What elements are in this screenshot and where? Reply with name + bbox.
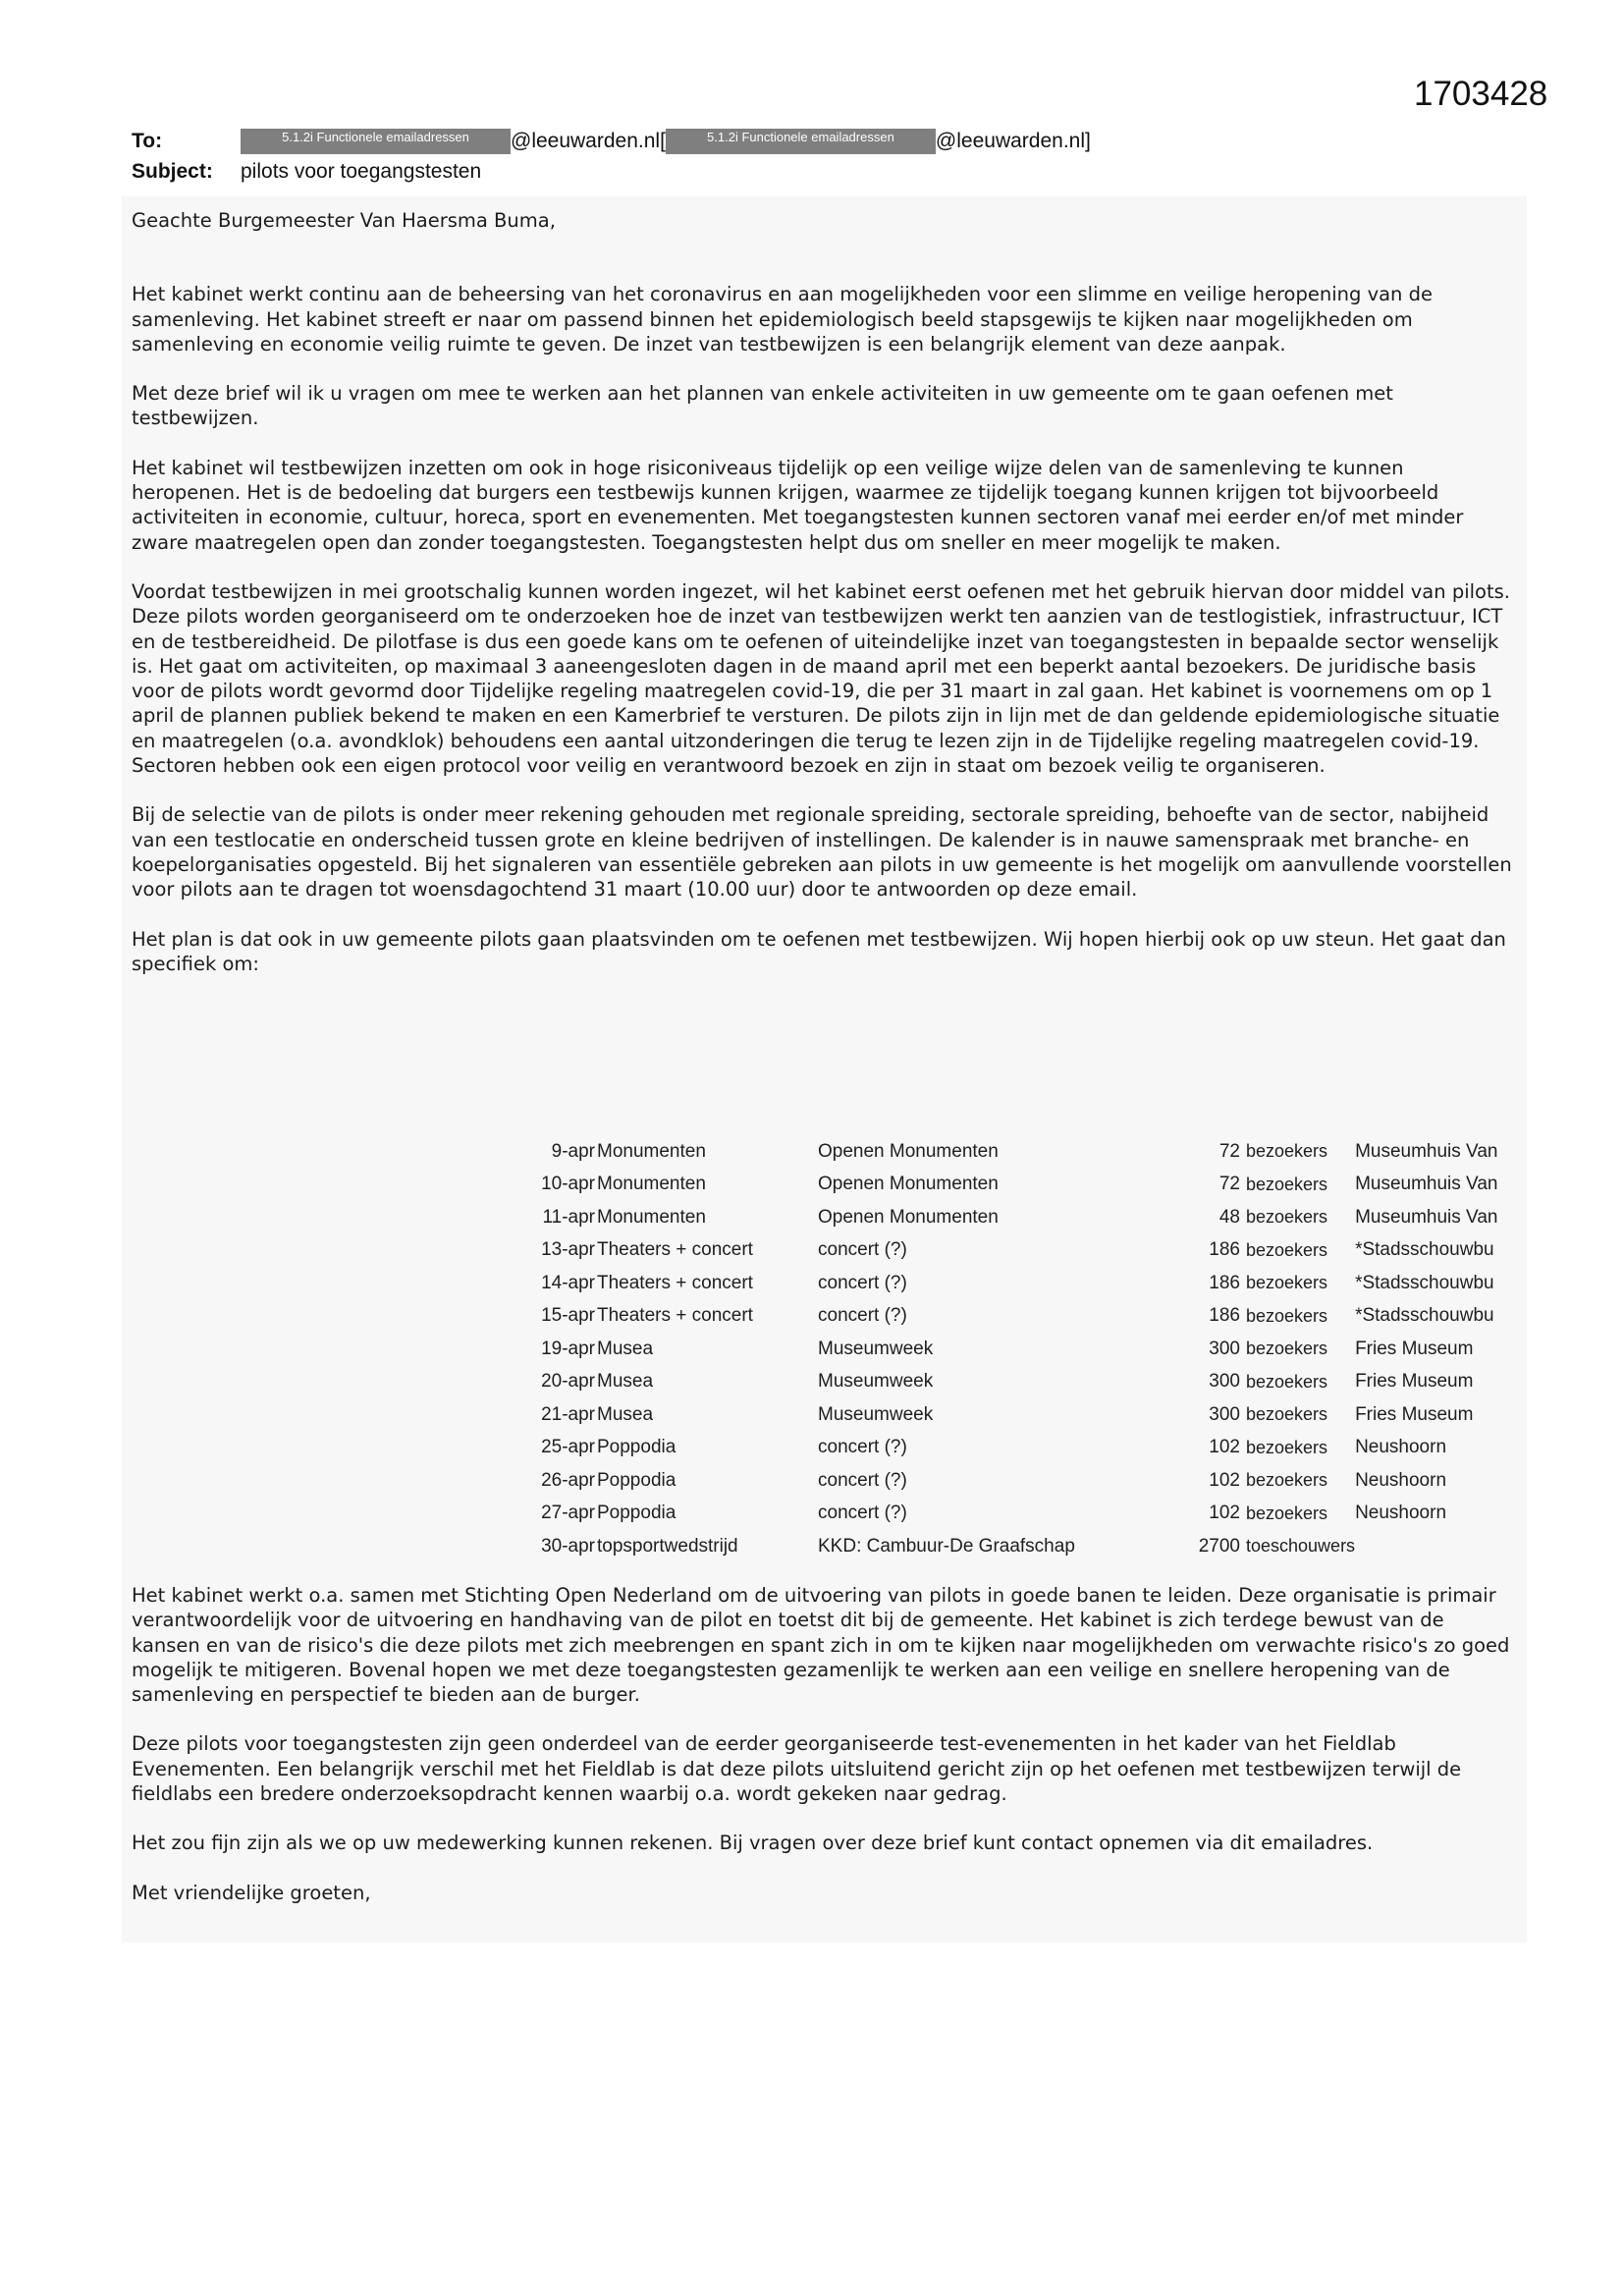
pilot-date: 11-apr [542, 1206, 595, 1228]
paragraph: Het kabinet wil testbewijzen inzetten om ook in hoge risiconiveaus tijdelijk op een veilige wijze delen van de samenleving te kunnen heropenen. Het is de bedoeling dat burgers een testbewijs kunnen krijgen, waarmee ze tijdelijk toegang kunnen krijgen tot bijvoorbeeld activiteiten in economie, cultuur, horeca, sport en evenementen. Met toegangstesten kunnen sectoren vanaf mei eerder en/of met minder zware maatregelen open dan zonder toegangstesten. Toegangstesten helpt dus om sneller en meer mogelijk te maken. [132, 456, 1464, 554]
email-body [132, 208, 1516, 1001]
salutation: Geachte Burgemeester Van Haersma Buma, [132, 209, 556, 232]
pilot-date: 15-apr [541, 1305, 595, 1327]
to-row [132, 126, 1526, 156]
pilot-visitor-unit: bezoekers [1246, 1371, 1328, 1392]
redaction-block: 5.1.2i Functionele emailadressen [666, 129, 936, 154]
pilot-visitor-count: 2700 [1198, 1535, 1240, 1557]
pilot-date: 9-apr [551, 1140, 595, 1162]
pilot-category: Monumenten [597, 1140, 706, 1162]
pilot-category: Musea [597, 1338, 654, 1359]
table-row [514, 1498, 1512, 1531]
paragraph: Met deze brief wil ik u vragen om mee te werken aan het plannen van enkele activiteiten in uw gemeente om te gaan oefenen met testbewijzen. [132, 382, 1393, 430]
pilot-location: Fries Museum [1355, 1371, 1474, 1393]
table-row [514, 1333, 1512, 1366]
table-row [514, 1398, 1512, 1432]
table-row [514, 1432, 1512, 1465]
table-row [514, 1366, 1512, 1399]
pilot-date: 19-apr [541, 1338, 595, 1359]
pilot-location: *Stadsschouwbu [1355, 1305, 1494, 1327]
pilot-category: Monumenten [597, 1174, 706, 1195]
subject-row [132, 156, 1526, 187]
email-header [132, 126, 1526, 187]
paragraph: Deze pilots voor toegangstesten zijn geen onderdeel van de eerder georganiseerde test-evenementen in het kader van het Fieldlab Evenementen. Een belangrijk verschil met het Fieldlab is dat deze pilots uitsluitend gericht zijn op het oefenen met testbewijzen terwijl de fieldlabs een bredere onderzoeksopdracht kennen waarbij o.a. wordt gekeken naar gedrag. [132, 1732, 1462, 1806]
pilot-description: Openen Monumenten [818, 1206, 999, 1228]
document-number: 1703428 [1414, 75, 1548, 113]
pilot-date: 26-apr [541, 1469, 595, 1491]
pilot-visitor-count: 300 [1209, 1403, 1240, 1425]
pilot-visitor-unit: bezoekers [1246, 1339, 1328, 1359]
pilot-visitor-unit: bezoekers [1246, 1503, 1328, 1523]
pilot-visitor-count: 102 [1209, 1503, 1240, 1524]
pilot-visitor-count: 72 [1218, 1174, 1240, 1195]
signoff: Met vriendelijke groeten, [132, 1881, 371, 1904]
pilot-visitor-count: 186 [1209, 1239, 1240, 1261]
pilot-category: Musea [597, 1371, 654, 1393]
pilot-date: 14-apr [541, 1272, 595, 1293]
pilot-location: *Stadsschouwbu [1355, 1272, 1494, 1293]
pilot-visitor-count: 48 [1218, 1206, 1240, 1228]
pilot-description: Openen Monumenten [818, 1174, 999, 1195]
pilot-date: 13-apr [541, 1239, 595, 1261]
pilot-visitor-unit: bezoekers [1246, 1207, 1328, 1228]
pilot-visitor-unit: bezoekers [1246, 1239, 1328, 1260]
paragraph: Het zou fijn zijn als we op uw medewerking kunnen rekenen. Bij vragen over deze brief kunt contact opnemen via dit emailadres. [132, 1831, 1374, 1855]
pilot-location: Museumhuis Van [1355, 1140, 1498, 1162]
pilot-visitor-unit: bezoekers [1246, 1305, 1328, 1326]
email-closing [132, 1583, 1516, 1930]
pilot-visitor-count: 102 [1209, 1469, 1240, 1491]
redaction-block: 5.1.2i Functionele emailadressen [241, 129, 511, 154]
pilot-description: concert (?) [818, 1437, 907, 1458]
pilot-visitor-count: 72 [1218, 1140, 1240, 1162]
pilot-category: Musea [597, 1403, 654, 1425]
table-row [514, 1464, 1512, 1498]
pilot-visitor-unit: bezoekers [1246, 1470, 1328, 1491]
pilot-category: Poppodia [597, 1469, 677, 1491]
pilot-category: Theaters + concert [597, 1239, 753, 1261]
paragraph: Het plan is dat ook in uw gemeente pilots gaan plaatsvinden om te oefenen met testbewijzen. Wij hopen hierbij ook op uw steun. Het gaat dan specifiek om: [132, 927, 1506, 975]
pilot-category: Theaters + concert [597, 1305, 753, 1327]
pilots-table [514, 1135, 1512, 1563]
pilot-description: concert (?) [818, 1239, 907, 1261]
paragraph: Het kabinet werkt o.a. samen met Stichting Open Nederland om de uitvoering van pilots in goede banen te leiden. Deze organisatie is primair verantwoordelijk voor de uitvoering en handhaving van de pilot en toetst dit bij de gemeente. Het kabinet is zich terdege bewust van de kansen en van de risico's die deze pilots met zich meebrengen en spant zich in om te kijken naar mogelijkheden om verwachte risico's zo goed mogelijk te mitigeren. Bovenal hopen we met deze toegangstesten gezamenlijk te werken aan een veilige en snellere heropening van de samenleving en perspectief te bieden aan de burger. [132, 1584, 1510, 1707]
pilot-category: Poppodia [597, 1503, 677, 1524]
table-row [514, 1169, 1512, 1202]
pilot-location [1355, 1530, 1512, 1563]
pilot-location: Museumhuis Van [1355, 1206, 1498, 1228]
subject-label: Subject: [132, 159, 213, 183]
table-row [514, 1530, 1512, 1563]
pilot-visitor-unit: bezoekers [1246, 1404, 1328, 1425]
pilot-category: topsportwedstrijd [597, 1535, 738, 1557]
pilot-date: 27-apr [541, 1503, 595, 1524]
paragraph: Het kabinet werkt continu aan de beheersing van het coronavirus en aan mogelijkheden voor een slimme en veilige heropening van de samenleving. Het kabinet streeft er naar om passend binnen het epidemiologisch beeld stapsgewijs te kijken naar mogelijkheden om samenleving en economie veilig ruimte te geven. De inzet van testbewijzen is een belangrijk element van deze aanpak. [132, 283, 1433, 355]
table-row [514, 1267, 1512, 1300]
table-row [514, 1135, 1512, 1169]
pilot-visitor-count: 300 [1209, 1371, 1240, 1393]
pilot-location: Fries Museum [1355, 1403, 1474, 1425]
pilot-visitor-count: 300 [1209, 1338, 1240, 1359]
pilot-location: Fries Museum [1355, 1338, 1474, 1359]
to-domain: @leeuwarden.nl] [935, 129, 1091, 152]
pilot-visitor-unit: bezoekers [1246, 1437, 1328, 1457]
pilot-date: 30-apr [541, 1535, 595, 1557]
pilot-description: concert (?) [818, 1305, 907, 1327]
subject-value: pilots voor toegangstesten [241, 159, 482, 183]
pilot-description: concert (?) [818, 1272, 907, 1293]
pilot-date: 25-apr [541, 1437, 595, 1458]
pilot-description: concert (?) [818, 1469, 907, 1491]
pilot-description: Openen Monumenten [818, 1140, 999, 1162]
pilot-date: 10-apr [541, 1174, 595, 1195]
pilot-visitor-unit: toeschouwers [1246, 1536, 1356, 1557]
pilot-location: *Stadsschouwbu [1355, 1239, 1494, 1261]
paragraph: Bij de selectie van de pilots is onder meer rekening gehouden met regionale spreiding, sectorale spreiding, behoefte van de sector, nabijheid van een testlocatie en onderscheid tussen grote en kleine bedrijven of instellingen. De kalender is in nauwe samenspraak met branche- en koepelorganisaties opgesteld. Bij het signaleren van essentiële gebreken aan pilots in uw gemeente is het mogelijk om aanvullende voorstellen voor pilots aan te dragen tot woensdagochtend 31 maart (10.00 uur) door te antwoorden op deze email. [132, 803, 1512, 902]
pilot-description: Museumweek [818, 1338, 934, 1359]
pilot-visitor-count: 102 [1209, 1437, 1240, 1458]
pilot-date: 21-apr [541, 1403, 595, 1425]
pilot-description: KKD: Cambuur-De Graafschap [818, 1535, 1075, 1557]
table-row [514, 1234, 1512, 1268]
pilot-category: Monumenten [597, 1206, 706, 1228]
pilot-date: 20-apr [541, 1371, 595, 1393]
pilot-location: Museumhuis Van [1355, 1174, 1498, 1195]
to-label: To: [132, 129, 163, 152]
pilot-visitor-unit: bezoekers [1246, 1273, 1328, 1293]
pilot-description: Museumweek [818, 1403, 934, 1425]
pilot-visitor-count: 186 [1209, 1272, 1240, 1293]
pilot-category: Theaters + concert [597, 1272, 753, 1293]
pilot-location: Neushoorn [1355, 1437, 1447, 1458]
pilot-description: Museumweek [818, 1371, 934, 1393]
table-row [514, 1300, 1512, 1334]
pilot-category: Poppodia [597, 1437, 677, 1458]
pilot-visitor-unit: bezoekers [1246, 1141, 1328, 1162]
to-domain: @leeuwarden.nl[ [511, 129, 666, 152]
pilot-visitor-unit: bezoekers [1246, 1174, 1328, 1194]
table-row [514, 1201, 1512, 1234]
pilot-visitor-count: 186 [1209, 1305, 1240, 1327]
pilot-location: Neushoorn [1355, 1503, 1447, 1524]
pilot-description: concert (?) [818, 1503, 907, 1524]
paragraph: Voordat testbewijzen in mei grootschalig kunnen worden ingezet, wil het kabinet eerst oefenen met het gebruik hiervan door middel van pilots. Deze pilots worden georganiseerd om te onderzoeken hoe de inzet van testbewijzen werkt ten aanzien van de testlogistiek, infrastructuur, ICT en de testbereidheid. De pilotfase is dus een goede kans om te oefenen of uiteindelijke inzet van toegangstesten in bepaalde sector wenselijk is. Het gaat om activiteiten, op maximaal 3 aaneengesloten dagen in de maand april met een beperkt aantal bezoekers. De juridische basis voor de pilots wordt gevormd door Tijdelijke regeling maatregelen covid-19, die per 31 maart in zal gaan. Het kabinet is voornemens om op 1 april de plannen publiek bekend te maken en een Kamerbrief te versturen. De pilots zijn in lijn met de dan geldende epidemiologische situatie en maatregelen (o.a. avondklok) behoudens een aantal uitzonderingen die terug te lezen zijn in de Tijdelijke regeling maatregelen covid-19. Sectoren hebben ook een eigen protocol voor veilig en verantwoord bezoek en zijn in staat om bezoek veilig te organiseren. [132, 579, 1510, 778]
pilot-location: Neushoorn [1355, 1469, 1447, 1491]
